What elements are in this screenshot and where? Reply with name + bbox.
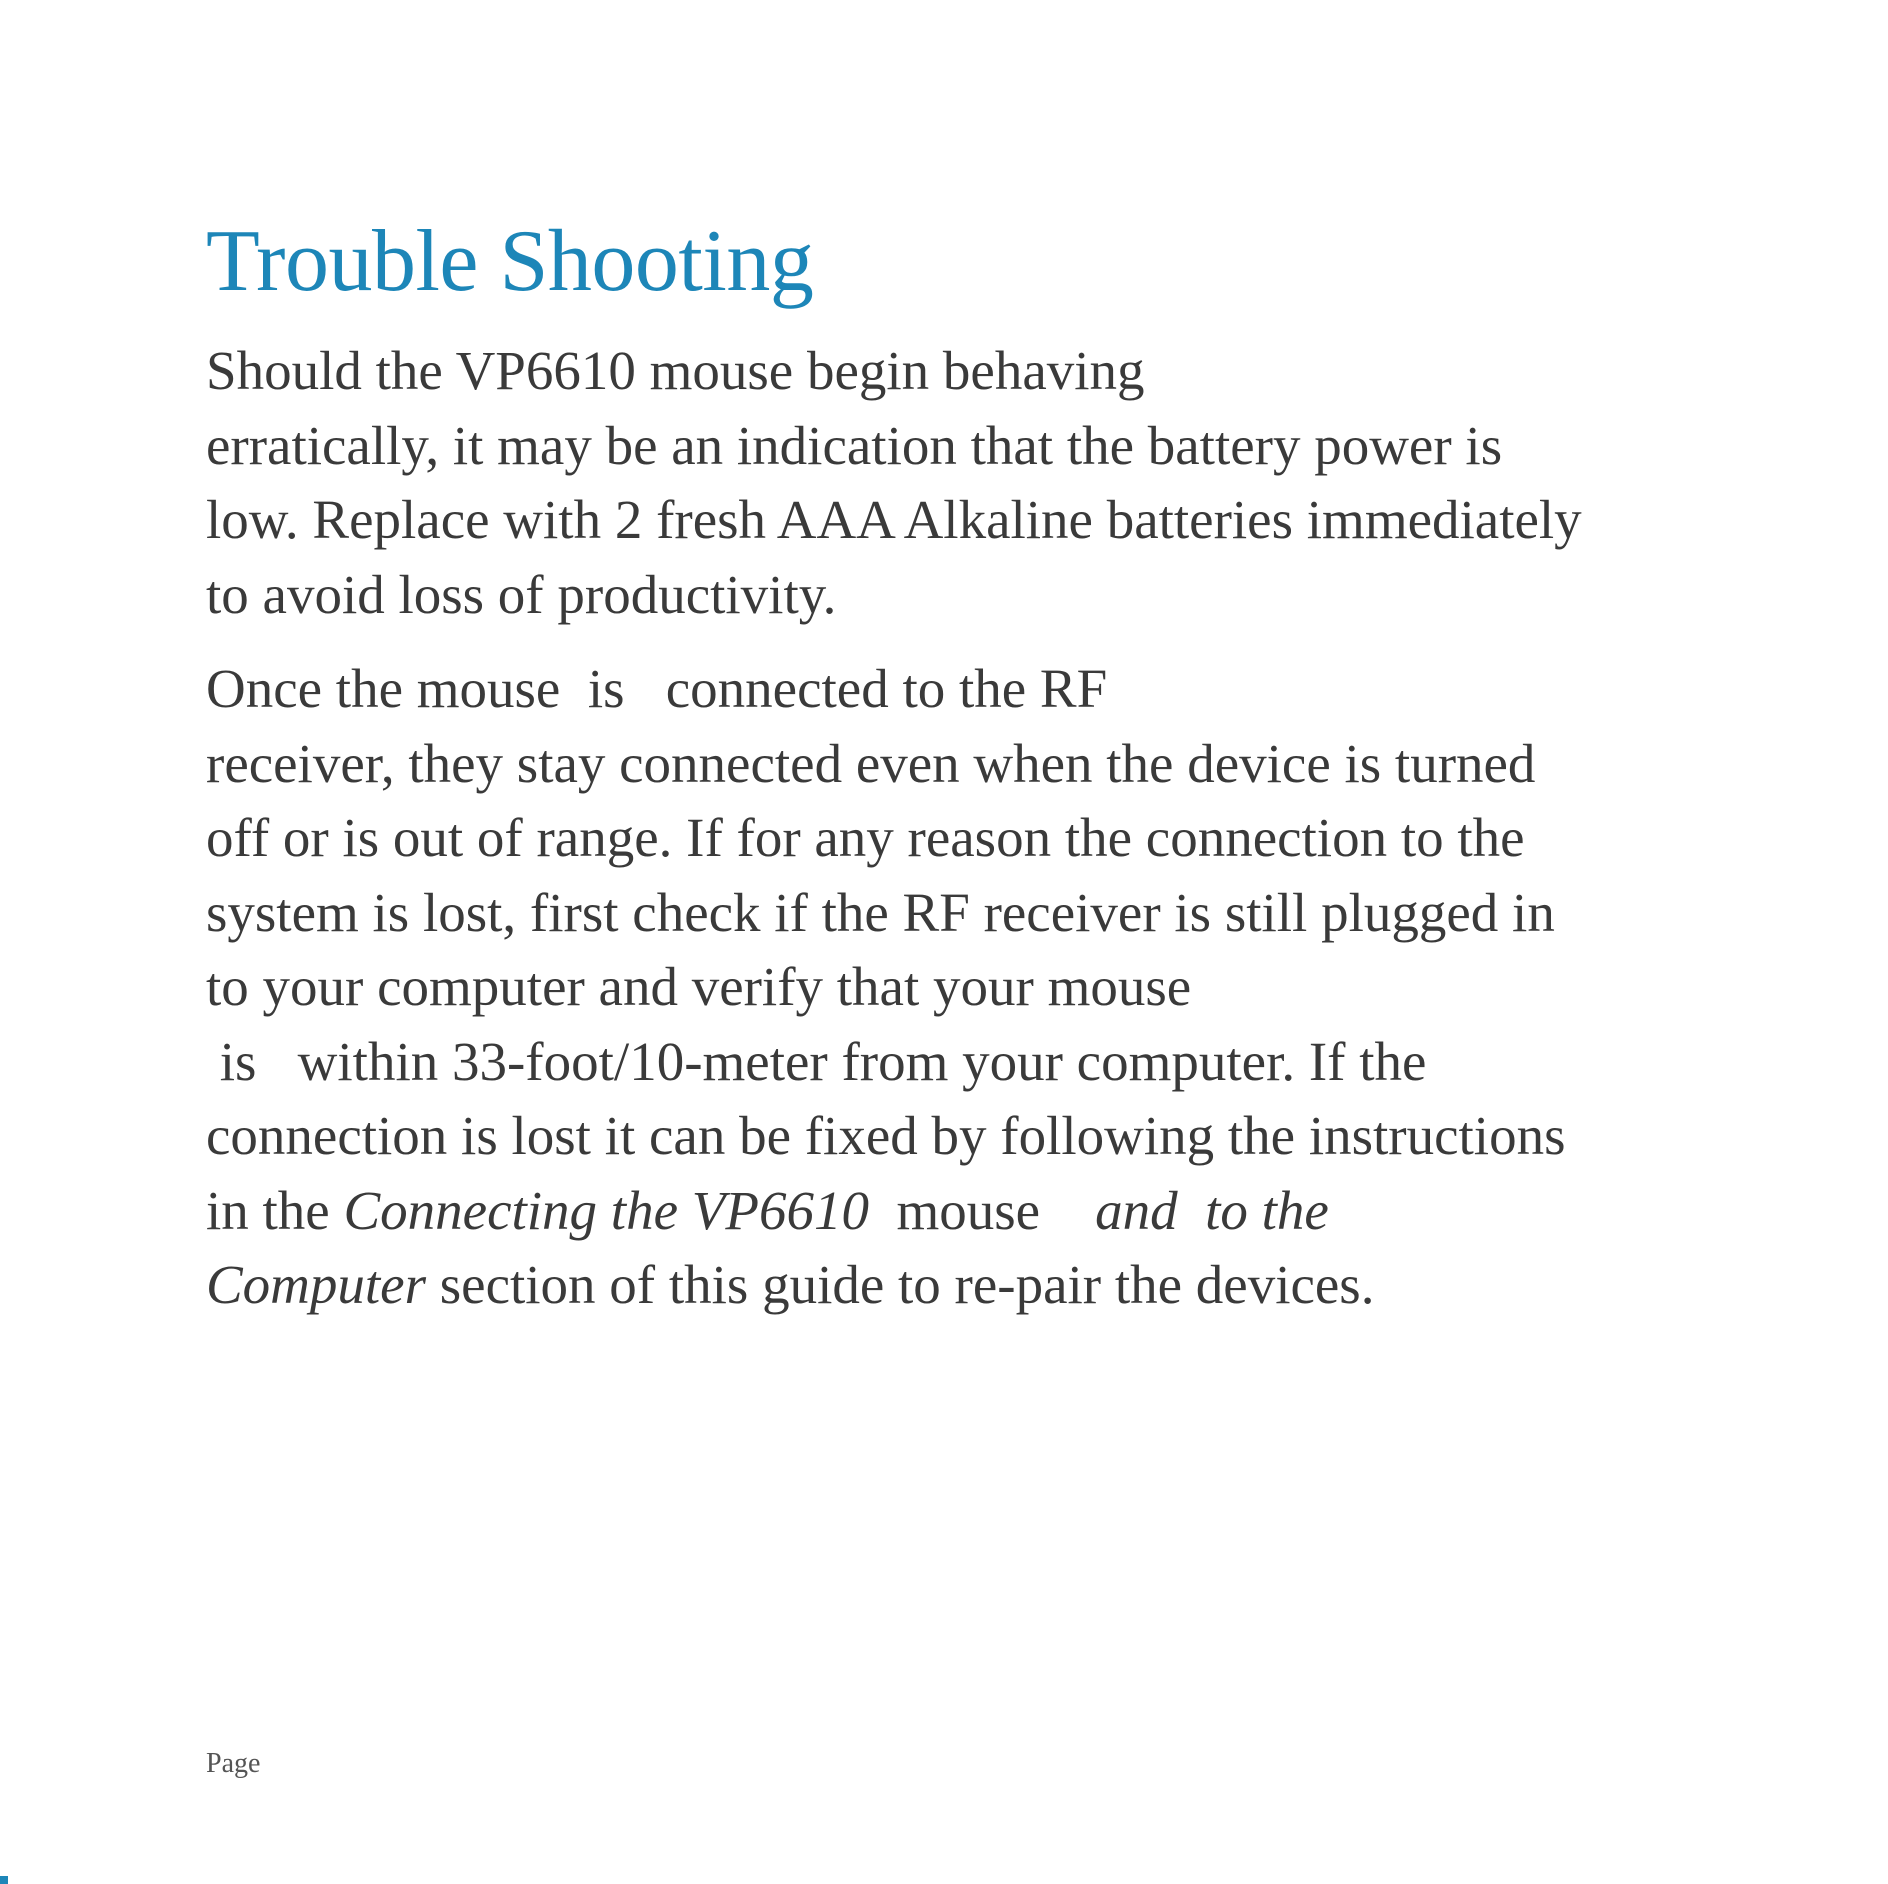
section-reference-italic: Computer — [206, 1254, 426, 1315]
page-title: Trouble Shooting — [206, 213, 814, 310]
paragraph-line-with-reference — [206, 1248, 1746, 1323]
paragraph-line: connection is lost it can be fixed by following the instructions — [206, 1105, 1566, 1166]
paragraph-connection — [206, 652, 1746, 1323]
paragraph-line: is within 33-foot/10-meter from your computer. If the — [206, 1030, 1427, 1092]
paragraph-line: system is lost, first check if the RF receiver is still plugged in — [206, 881, 1555, 943]
paragraph-line: off or is out of range. If for any reason the connection to the — [206, 807, 1525, 868]
paragraph-line: to avoid loss of productivity. — [206, 563, 837, 625]
section-reference-italic: and to the — [1095, 1179, 1329, 1241]
paragraph-line: Once the mouse is connected to the RF — [206, 658, 1108, 719]
paragraph-line: erratically, it may be an indication that the battery power is — [206, 414, 1503, 476]
text-segment: section of this guide to re-pair the devices. — [426, 1254, 1375, 1315]
text-segment: in the — [206, 1179, 344, 1241]
paragraph-line: to your computer and verify that your mouse — [206, 956, 1192, 1017]
text-segment: mouse — [868, 1179, 1096, 1241]
paragraph-line: Should the VP6610 mouse begin behaving — [206, 340, 1145, 401]
page-footer-label: Page — [206, 1748, 261, 1779]
paragraph-line: low. Replace with 2 fresh AAA Alkaline batteries immediately — [206, 489, 1582, 550]
paragraph-line-with-reference — [206, 1174, 1746, 1249]
corner-mark — [0, 1876, 8, 1884]
paragraph-line: receiver, they stay connected even when the device is turned — [206, 732, 1536, 794]
section-reference-italic: Connecting the VP6610 — [343, 1179, 869, 1241]
paragraph-battery — [206, 334, 1746, 632]
